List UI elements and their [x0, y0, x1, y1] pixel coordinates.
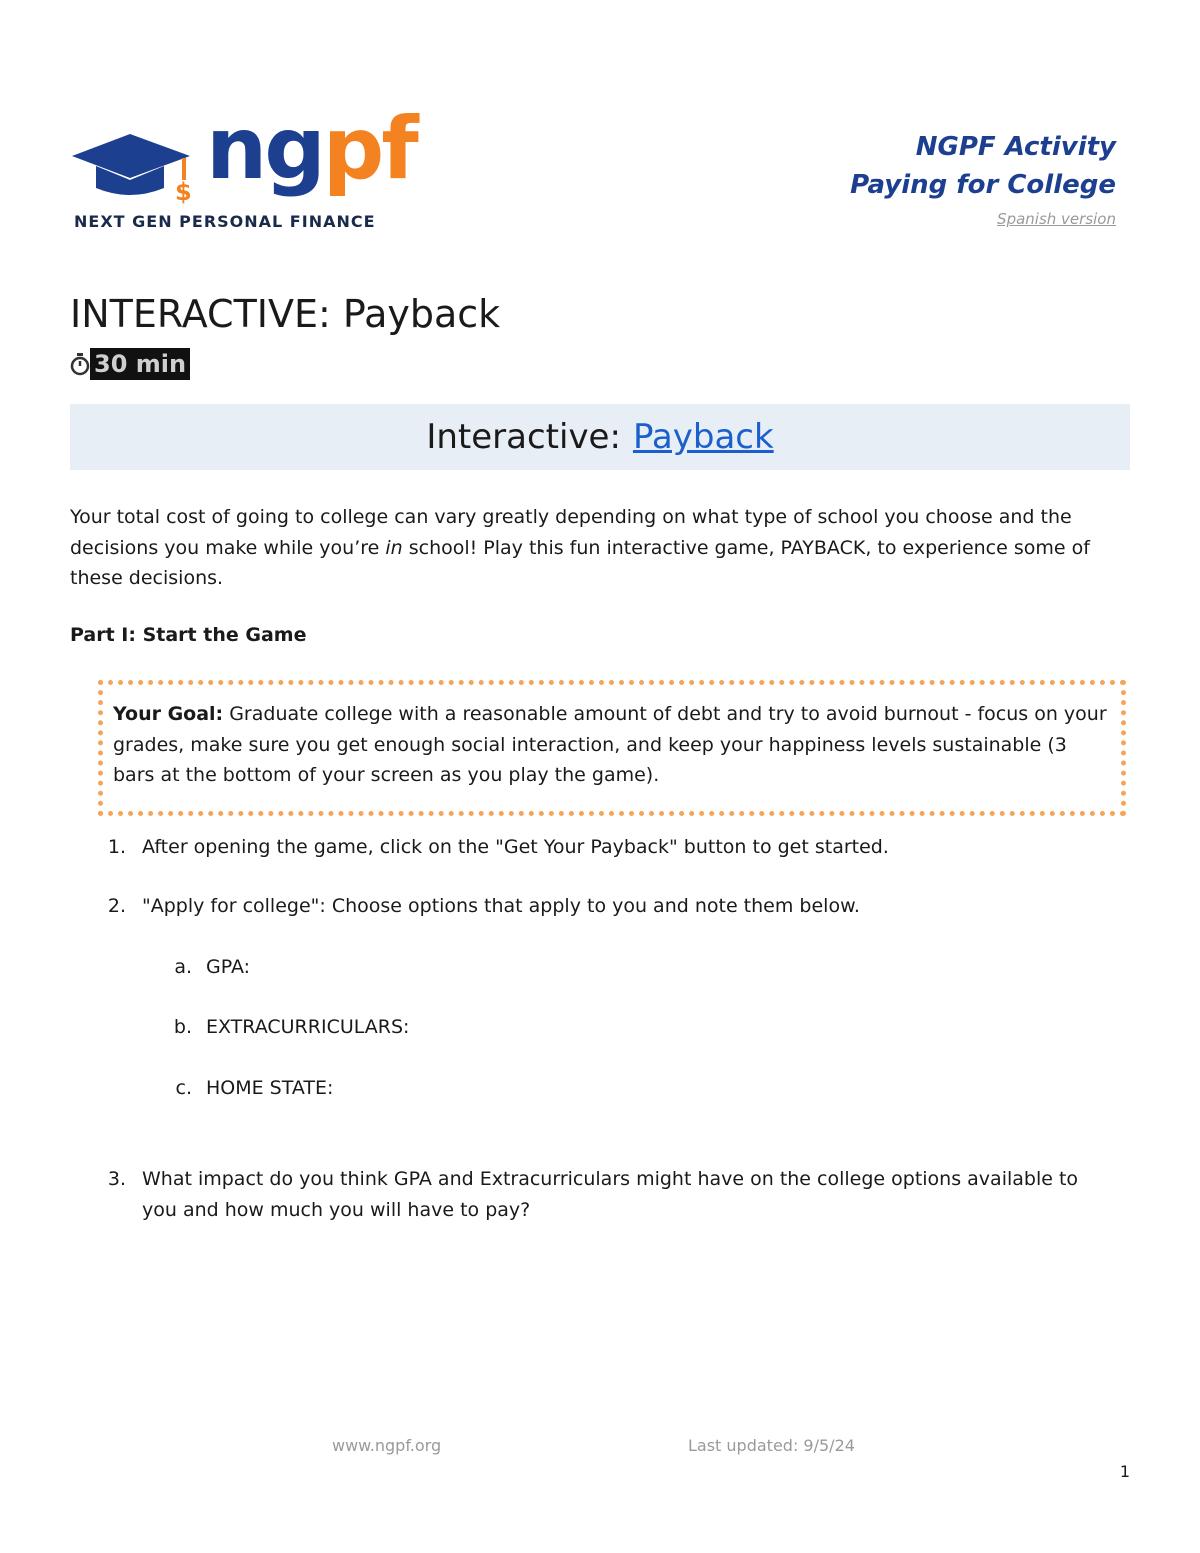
goal-text: Graduate college with a reasonable amount of debt and try to avoid burnout - focus on your grades, make sure you get enough social interaction, and keep your happiness levels sustainable (3 bars at the bottom of your screen as you play the game). [113, 703, 1107, 786]
page-number: 1 [1119, 1462, 1130, 1481]
payback-link[interactable]: Payback [632, 417, 774, 457]
intro-paragraph: Your total cost of going to college can vary greatly depending on what type of school you choose and the decisions you make while you’re in school! Play this fun interactive game, PAYBACK, to experience some of these decisions. [70, 506, 1090, 589]
unit-title: Paying for College [850, 170, 1116, 200]
section-heading: Part I: Start the Game [70, 624, 307, 646]
footer-updated: Last updated: 9/5/24 [688, 1436, 855, 1455]
interactive-banner [70, 404, 1130, 470]
page-title: INTERACTIVE: Payback [70, 292, 501, 336]
activity-label: NGPF Activity [915, 132, 1116, 162]
banner-prefix: Interactive: [426, 417, 621, 457]
stopwatch-icon [70, 352, 90, 376]
logo-wordmark: ngpf [206, 99, 416, 199]
spanish-version-link[interactable]: Spanish version [997, 210, 1116, 228]
svg-text:$: $ [175, 178, 192, 206]
activity-header [850, 128, 1116, 228]
duration-badge: 30 min [90, 348, 190, 380]
goal-label: Your Goal: [113, 703, 224, 725]
footer-site: www.ngpf.org [332, 1436, 442, 1455]
duration [70, 348, 190, 380]
logo-tagline: NEXT GEN PERSONAL FINANCE [74, 212, 376, 231]
graduation-cap-dollar-icon [72, 130, 204, 210]
ngpf-logo [72, 99, 416, 238]
goal-box [98, 680, 1126, 816]
